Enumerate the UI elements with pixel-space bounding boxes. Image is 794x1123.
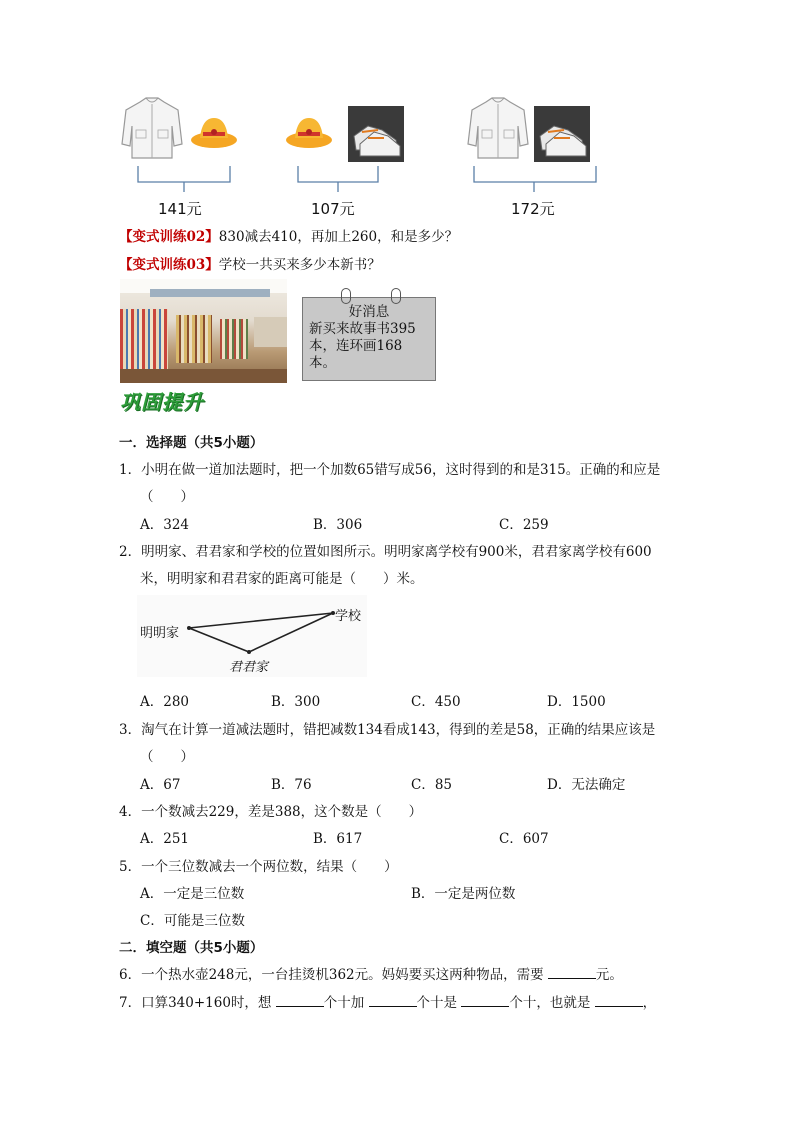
option-b: B．300 (271, 694, 321, 710)
answer-blank[interactable] (369, 994, 417, 1007)
practice-text: 830减去410，再加上260，和是多少？ (218, 229, 459, 245)
brace-lines (120, 164, 600, 194)
option-a: A．280 (140, 694, 190, 710)
section-heading: 二．填空题（共5小题） (119, 940, 264, 956)
notice-line: 本，连环画168本。 (309, 338, 403, 371)
shoes-icon (534, 106, 590, 162)
ring-icon (391, 288, 401, 304)
map-label: 君君家 (229, 660, 269, 675)
option-a: A．67 (140, 777, 181, 793)
question-3-paren: （ ） (140, 749, 194, 765)
option-b: B．617 (313, 831, 363, 847)
coat-icon (120, 96, 184, 162)
section-heading: 一．选择题（共5小题） (119, 435, 264, 451)
coat-icon (466, 96, 530, 162)
answer-blank[interactable] (595, 994, 643, 1007)
hat-icon (285, 112, 333, 152)
question-6 (119, 963, 623, 983)
question-2: 2．明明家、君君家和学校的位置如图所示。明明家离学校有900米，君君家离学校有600 (119, 544, 652, 560)
question-7 (119, 991, 656, 1011)
price-label: 107元 (311, 200, 355, 218)
question-1-paren: （ ） (140, 489, 194, 505)
question-text: 6．一个热水壶248元，一台挂烫机362元。妈妈要买这两种物品，需要 (119, 967, 544, 983)
option-c: C．85 (411, 777, 453, 793)
section-banner: 巩固提升 (120, 390, 204, 414)
price-label: 172元 (511, 200, 555, 218)
option-a: A．一定是三位数 (140, 886, 245, 902)
option-a: A．324 (140, 517, 190, 533)
option-c: C．450 (411, 694, 461, 710)
option-d: D．1500 (547, 694, 606, 710)
option-b: B．76 (271, 777, 312, 793)
question-text: 7．口算340+160时，想 (119, 995, 272, 1011)
map-label: 明明家 (140, 626, 180, 641)
answer-blank[interactable] (461, 994, 509, 1007)
question-2-line2: 米，明明家和君君家的距离可能是（ ）米。 (140, 571, 424, 587)
location-map (137, 595, 367, 677)
ring-icon (341, 288, 351, 304)
price-label: 141元 (158, 200, 202, 218)
question-text: 个十，也就是 (509, 995, 591, 1011)
option-c: C．259 (499, 517, 549, 533)
practice-tag: 【变式训练02】 (119, 229, 219, 245)
option-c: C．607 (499, 831, 549, 847)
question-1: 1．小明在做一道加法题时，把一个加数65错写成56，这时得到的和是315。正确的和应是 (119, 462, 661, 478)
question-text: 元。 (595, 967, 623, 983)
option-b: B．306 (313, 517, 363, 533)
notice-title: 好消息 (348, 304, 390, 320)
question-text: 个十加 (323, 995, 365, 1011)
notice-board (302, 297, 436, 381)
option-d: D．无法确定 (547, 777, 626, 793)
question-text: 个十是 (416, 995, 458, 1011)
question-text: ， (642, 995, 657, 1011)
question-3: 3．淘气在计算一道减法题时，错把减数134看成143，得到的差是58，正确的结果应该是 (119, 722, 656, 738)
practice-03 (119, 253, 381, 273)
option-b: B．一定是两位数 (411, 886, 516, 902)
hat-icon (190, 112, 238, 152)
practice-02 (119, 225, 458, 245)
question-5: 5．一个三位数减去一个两位数，结果（ ） (119, 859, 398, 875)
map-label: 学校 (335, 609, 362, 624)
option-c: C．可能是三位数 (140, 913, 245, 929)
library-photo (120, 279, 287, 383)
answer-blank[interactable] (548, 966, 596, 979)
practice-text: 学校一共买来多少本新书？ (218, 257, 381, 273)
practice-tag: 【变式训练03】 (119, 257, 219, 273)
answer-blank[interactable] (276, 994, 324, 1007)
option-a: A．251 (140, 831, 190, 847)
notice-line: 新买来故事书395 (309, 321, 416, 337)
question-4: 4．一个数减去229，差是388，这个数是（ ） (119, 804, 423, 820)
shoes-icon (348, 106, 404, 162)
